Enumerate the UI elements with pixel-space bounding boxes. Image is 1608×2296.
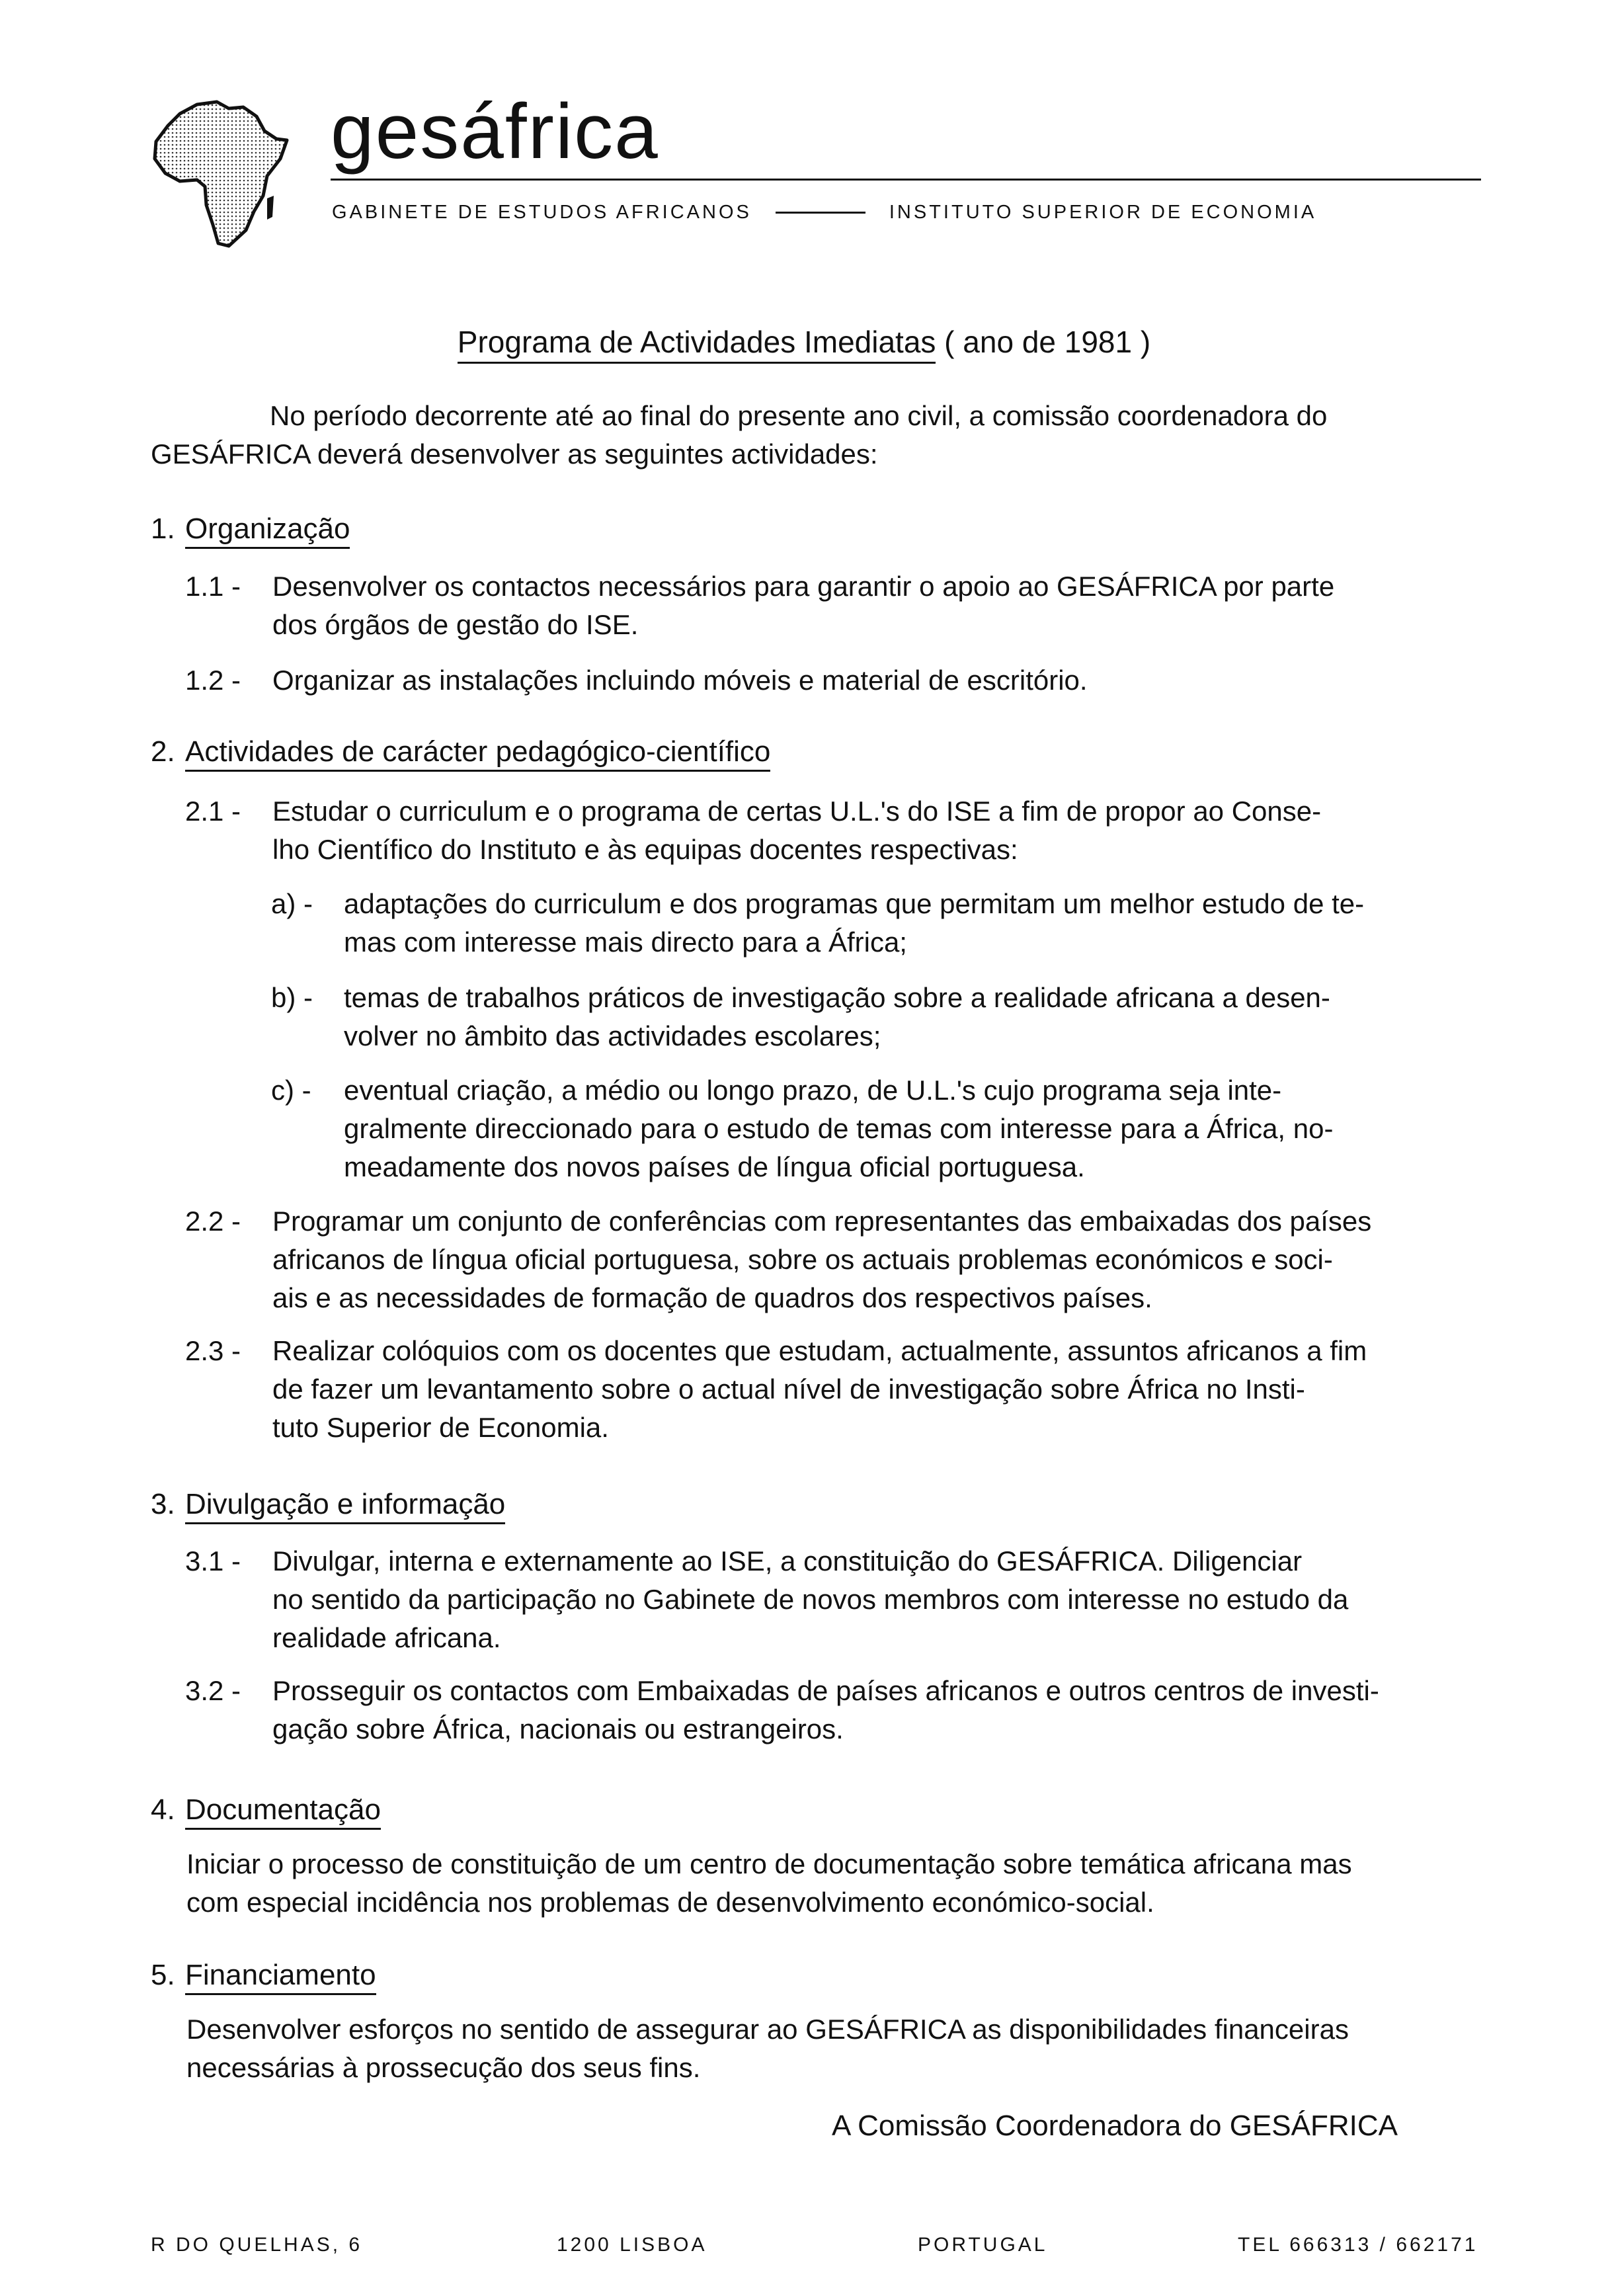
item-1-1 bbox=[185, 567, 1481, 644]
subitem-line: mas com interesse mais directo para a África; bbox=[344, 926, 907, 958]
section-number: 5. bbox=[151, 1959, 175, 1991]
item-2-1 bbox=[185, 792, 1481, 869]
subitem-a bbox=[271, 885, 1481, 962]
title-year: ( ano de 1981 ) bbox=[936, 325, 1151, 359]
footer-city: 1200 LISBOA bbox=[557, 2234, 707, 2256]
footer-phone: TEL 666313 / 662171 bbox=[1238, 2234, 1478, 2256]
subitem-letter: b) - bbox=[271, 982, 313, 1013]
subitem-c bbox=[271, 1071, 1481, 1186]
item-3-1 bbox=[185, 1542, 1481, 1657]
subitem-line: gralmente direccionado para o estudo de temas com interesse para a África, no- bbox=[344, 1113, 1334, 1144]
item-1-2 bbox=[185, 661, 1481, 700]
item-line: realidade africana. bbox=[272, 1622, 501, 1653]
item-line: africanos de língua oficial portuguesa, sobre os actuais problemas económicos e soci- bbox=[272, 1244, 1333, 1275]
footer-country: PORTUGAL bbox=[918, 2234, 1048, 2256]
subitem-line: adaptações do curriculum e dos programas que permitam um melhor estudo de te- bbox=[344, 888, 1365, 919]
item-line: no sentido da participação no Gabinete de novos membros com interesse no estudo da bbox=[272, 1584, 1349, 1615]
section-title: Financiamento bbox=[185, 1959, 376, 1995]
paragraph-line: com especial incidência nos problemas de desenvolvimento económico-social. bbox=[186, 1887, 1154, 1918]
item-line: Organizar as instalações incluindo móveis e material de escritório. bbox=[272, 665, 1088, 696]
item-line: Desenvolver os contactos necessários para garantir o apoio ao GESÁFRICA por parte bbox=[272, 571, 1335, 602]
item-line: Estudar o curriculum e o programa de certas U.L.'s do ISE a fim de propor ao Conse- bbox=[272, 796, 1322, 827]
department-name: GABINETE DE ESTUDOS AFRICANOS bbox=[332, 202, 752, 223]
section-5-paragraph bbox=[186, 2010, 1482, 2087]
section-title: Actividades de carácter pedagógico-científico bbox=[185, 735, 770, 772]
section-heading-4 bbox=[151, 1793, 381, 1826]
subitem-letter: a) - bbox=[271, 888, 313, 919]
subitem-line: eventual criação, a médio ou longo prazo, de U.L.'s cujo programa seja inte- bbox=[344, 1075, 1282, 1106]
intro-line: No período decorrente até ao final do presente ano civil, a comissão coordenadora do bbox=[270, 400, 1328, 431]
item-line: Divulgar, interna e externamente ao ISE, a constituição do GESÁFRICA. Diligenciar bbox=[272, 1545, 1303, 1577]
subitem-b bbox=[271, 979, 1481, 1055]
section-title: Documentação bbox=[185, 1793, 381, 1830]
section-heading-5 bbox=[151, 1959, 376, 1992]
subitem-line: volver no âmbito das actividades escolares; bbox=[344, 1020, 881, 1051]
letterhead-subline bbox=[332, 202, 1482, 224]
section-heading-3 bbox=[151, 1488, 505, 1521]
section-number: 2. bbox=[151, 735, 175, 768]
subline-divider bbox=[776, 212, 865, 214]
paragraph-line: necessárias à prossecução dos seus fins. bbox=[186, 2052, 701, 2083]
item-line: Prosseguir os contactos com Embaixadas de países africanos e outros centros de investi- bbox=[272, 1675, 1379, 1706]
brand-name: gesáfrica bbox=[331, 88, 659, 175]
header-rule bbox=[331, 179, 1481, 181]
paragraph-line: Desenvolver esforços no sentido de assegurar ao GESÁFRICA as disponibilidades financeiras bbox=[186, 2014, 1349, 2045]
section-heading-2 bbox=[151, 735, 770, 768]
intro-paragraph bbox=[151, 397, 1473, 473]
signature-line: A Comissão Coordenadora do GESÁFRICA bbox=[832, 2110, 1398, 2142]
subitem-line: temas de trabalhos práticos de investigação sobre a realidade africana a desen- bbox=[344, 982, 1330, 1013]
section-number: 1. bbox=[151, 512, 175, 545]
section-heading-1 bbox=[151, 512, 350, 546]
item-number: 3.1 - bbox=[185, 1545, 241, 1577]
section-title: Divulgação e informação bbox=[185, 1488, 505, 1524]
item-number: 2.2 - bbox=[185, 1206, 241, 1237]
item-line: Programar um conjunto de conferências com representantes das embaixadas dos países bbox=[272, 1206, 1372, 1237]
item-2-3 bbox=[185, 1332, 1481, 1447]
item-line: lho Científico do Instituto e às equipas docentes respectivas: bbox=[272, 834, 1018, 865]
document-title bbox=[0, 324, 1608, 360]
item-line: gação sobre África, nacionais ou estrangeiros. bbox=[272, 1713, 844, 1744]
section-4-paragraph bbox=[186, 1845, 1482, 1922]
africa-map-icon bbox=[151, 99, 290, 250]
footer-address: R DO QUELHAS, 6 bbox=[151, 2234, 363, 2256]
item-line: Realizar colóquios com os docentes que estudam, actualmente, assuntos africanos a fim bbox=[272, 1335, 1367, 1366]
item-number: 1.2 - bbox=[185, 665, 241, 696]
item-number: 3.2 - bbox=[185, 1675, 241, 1706]
section-number: 4. bbox=[151, 1793, 175, 1826]
section-title: Organização bbox=[185, 512, 350, 549]
subitem-line: meadamente dos novos países de língua oficial portuguesa. bbox=[344, 1151, 1085, 1182]
institute-name: INSTITUTO SUPERIOR DE ECONOMIA bbox=[889, 202, 1317, 223]
item-line: tuto Superior de Economia. bbox=[272, 1412, 609, 1443]
item-number: 1.1 - bbox=[185, 571, 241, 602]
item-2-2 bbox=[185, 1202, 1481, 1317]
intro-line: GESÁFRICA deverá desenvolver as seguintes actividades: bbox=[151, 438, 878, 470]
item-3-2 bbox=[185, 1672, 1481, 1748]
item-line: de fazer um levantamento sobre o actual nível de investigação sobre África no Insti- bbox=[272, 1374, 1305, 1405]
title-underlined: Programa de Actividades Imediatas bbox=[458, 325, 936, 364]
item-number: 2.1 - bbox=[185, 796, 241, 827]
item-line: dos órgãos de gestão do ISE. bbox=[272, 609, 639, 640]
item-line: ais e as necessidades de formação de quadros dos respectivos países. bbox=[272, 1282, 1152, 1313]
item-number: 2.3 - bbox=[185, 1335, 241, 1366]
paragraph-line: Iniciar o processo de constituição de um centro de documentação sobre temática africana mas bbox=[186, 1848, 1352, 1879]
section-number: 3. bbox=[151, 1488, 175, 1520]
subitem-letter: c) - bbox=[271, 1075, 311, 1106]
